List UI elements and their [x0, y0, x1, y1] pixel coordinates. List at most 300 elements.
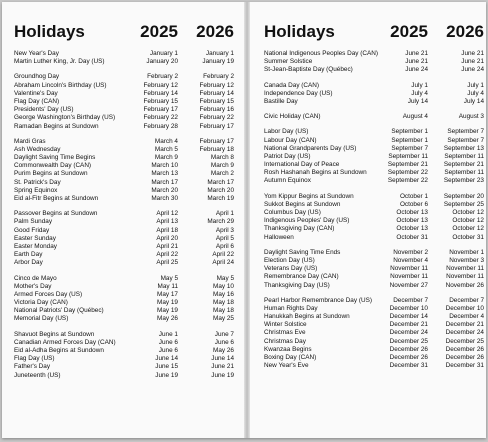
- left-page: [14, 22, 234, 387]
- holiday-row: [264, 128, 484, 136]
- date-2025: April 20: [156, 234, 178, 242]
- holiday-name: Armed Forces Day (US): [14, 290, 83, 298]
- date-2025: March 5: [154, 145, 178, 153]
- holiday-name: Labour Day (CAN): [264, 136, 317, 144]
- left-year-2026-heading: 2026: [196, 22, 234, 41]
- date-2026: April 3: [215, 226, 234, 234]
- holiday-name: Juneteenth (US): [14, 371, 61, 379]
- holiday-row: [14, 339, 234, 347]
- holiday-group: [14, 275, 234, 324]
- date-2026: July 14: [463, 97, 484, 105]
- date-2026: April 22: [212, 251, 234, 259]
- date-2025: June 21: [405, 58, 428, 66]
- date-2025: June 1: [158, 330, 178, 338]
- holiday-name: Eid al-Adha Begins at Sundown: [14, 347, 104, 354]
- date-2026: October 12: [452, 209, 484, 216]
- date-2025: September 21: [387, 161, 428, 169]
- date-2025: January 1: [149, 50, 178, 57]
- date-2026: October 31: [452, 233, 484, 241]
- holiday-name: Remembrance Day (CAN): [264, 273, 339, 281]
- left-holiday-list: [14, 50, 234, 380]
- date-2026: May 10: [213, 282, 234, 290]
- holiday-row: [14, 114, 234, 122]
- date-2025: December 7: [393, 296, 428, 304]
- date-2026: February 17: [199, 122, 234, 130]
- date-2026: February 16: [199, 106, 234, 114]
- holiday-name: National Grandparents Day (US): [264, 144, 357, 152]
- date-2026: March 9: [210, 162, 234, 170]
- date-2025: September 1: [391, 136, 428, 144]
- holiday-name: New Year's Day: [14, 50, 59, 57]
- holiday-row: [14, 251, 234, 259]
- date-2025: April 18: [156, 226, 178, 234]
- date-2025: May 11: [157, 282, 178, 290]
- date-2026: September 7: [447, 136, 484, 144]
- date-2025: October 13: [396, 209, 428, 216]
- date-2026: May 25: [213, 315, 234, 323]
- holiday-name: Sukkot Begins at Sundown: [264, 200, 341, 208]
- holiday-name: Martin Luther King, Jr. Day (US): [14, 58, 105, 66]
- right-page: [264, 22, 484, 377]
- holiday-name: Daylight Saving Time Begins: [14, 154, 96, 162]
- holiday-name: Mother's Day: [14, 282, 52, 290]
- holiday-name: Pearl Harbor Remembrance Day (US): [264, 296, 372, 304]
- date-2025: September 11: [388, 152, 428, 160]
- date-2026: February 15: [199, 97, 234, 105]
- date-2025: March 4: [154, 137, 178, 145]
- date-2026: September 13: [443, 144, 484, 152]
- holiday-name: Groundhog Day: [14, 73, 60, 81]
- date-2026: May 16: [213, 290, 234, 298]
- date-2025: April 12: [156, 210, 178, 218]
- holiday-name: Hanukkah Begins at Sundown: [264, 313, 350, 321]
- date-2025: April 21: [156, 242, 178, 250]
- date-2025: April 22: [156, 251, 178, 259]
- holiday-name: New Year's Eve: [264, 362, 309, 370]
- date-2026: December 24: [445, 329, 484, 337]
- holiday-row: [14, 123, 234, 131]
- holiday-row: [264, 282, 484, 290]
- date-2025: July 14: [407, 97, 428, 105]
- holiday-row: [264, 153, 484, 161]
- holiday-row: [14, 73, 234, 81]
- holiday-group: [14, 138, 234, 204]
- holiday-name: Ash Wednesday: [14, 145, 61, 153]
- date-2025: October 1: [399, 192, 428, 200]
- holiday-group: [14, 50, 234, 66]
- holiday-name: Cinco de Mayo: [14, 274, 57, 282]
- left-page-header: [14, 22, 234, 44]
- holiday-row: [264, 50, 484, 58]
- holiday-row: [264, 225, 484, 233]
- holiday-group: [264, 193, 484, 242]
- date-2026: September 20: [443, 192, 484, 200]
- date-2026: February 17: [199, 137, 234, 145]
- date-2026: May 18: [213, 299, 234, 307]
- date-2025: February 22: [143, 114, 178, 122]
- right-year-2025-heading: 2025: [390, 22, 428, 41]
- holiday-name: Kwanzaa Begins: [264, 345, 312, 353]
- date-2025: July 4: [411, 89, 428, 97]
- date-2026: April 1: [215, 210, 234, 218]
- date-2025: June 6: [158, 347, 178, 354]
- date-2025: December 14: [389, 313, 428, 321]
- date-2025: February 28: [143, 122, 178, 130]
- date-2026: December 10: [445, 304, 484, 312]
- holiday-row: [14, 187, 234, 195]
- holiday-name: Ramadan Begins at Sundown: [14, 122, 99, 130]
- date-2025: June 14: [155, 355, 178, 363]
- date-2026: December 25: [445, 337, 484, 345]
- holiday-name: St-Jean-Baptiste Day (Québec): [264, 66, 353, 74]
- holiday-name: Thanksgiving Day (CAN): [264, 225, 335, 233]
- date-2025: November 2: [393, 248, 428, 256]
- date-2026: April 24: [212, 259, 234, 267]
- holiday-group: [14, 331, 234, 380]
- holiday-row: [264, 58, 484, 66]
- right-holiday-list: [264, 50, 484, 370]
- date-2025: May 26: [157, 315, 178, 323]
- date-2025: March 20: [151, 186, 178, 194]
- holiday-name: Mardi Gras: [14, 137, 46, 145]
- holiday-row: [14, 50, 234, 58]
- date-2025: February 12: [143, 81, 178, 89]
- holiday-row: [264, 321, 484, 329]
- date-2026: October 12: [452, 225, 484, 233]
- date-2026: December 21: [445, 321, 484, 329]
- holiday-group: [264, 297, 484, 371]
- holiday-row: [264, 234, 484, 242]
- date-2025: September 22: [387, 177, 428, 185]
- holiday-name: Eid al-Fitr Begins at Sundown: [14, 195, 99, 202]
- date-2026: June 19: [211, 371, 234, 379]
- holiday-name: Spring Equinox: [14, 186, 58, 194]
- date-2026: September 11: [444, 152, 484, 160]
- holiday-name: Earth Day: [14, 251, 43, 259]
- holiday-row: [14, 259, 234, 267]
- date-2026: November 11: [446, 273, 484, 281]
- holiday-name: Boxing Day (CAN): [264, 354, 317, 361]
- date-2025: December 24: [389, 329, 428, 337]
- holiday-name: Purim Begins at Sundown: [14, 170, 88, 178]
- holiday-name: Abraham Lincoln's Birthday (US): [14, 81, 107, 89]
- date-2026: November 3: [449, 256, 484, 264]
- holiday-row: [264, 249, 484, 257]
- holiday-row: [14, 106, 234, 114]
- date-2025: March 30: [151, 195, 178, 202]
- date-2026: February 2: [203, 73, 234, 81]
- date-2025: May 17: [157, 290, 178, 298]
- holiday-row: [264, 82, 484, 90]
- date-2025: July 1: [411, 81, 428, 89]
- holiday-row: [264, 169, 484, 177]
- date-2025: November 11: [390, 265, 428, 273]
- holiday-name: Rosh Hashanah Begins at Sundown: [264, 169, 367, 177]
- date-2026: November 1: [449, 248, 484, 256]
- date-2026: June 21: [461, 50, 484, 57]
- date-2026: October 12: [452, 217, 484, 225]
- holiday-group: [264, 128, 484, 185]
- holiday-row: [14, 146, 234, 154]
- holiday-name: Valentine's Day: [14, 89, 58, 97]
- holiday-row: [264, 265, 484, 273]
- holiday-name: Veterans Day (US): [264, 265, 318, 273]
- date-2026: March 29: [207, 218, 234, 226]
- date-2026: March 8: [210, 154, 234, 162]
- holiday-name: Independence Day (US): [264, 89, 333, 97]
- holiday-row: [14, 154, 234, 162]
- date-2026: June 6: [214, 338, 234, 346]
- date-2025: September 7: [391, 144, 428, 152]
- date-2026: December 7: [449, 296, 484, 304]
- date-2025: October 13: [396, 217, 428, 225]
- date-2026: May 26: [213, 347, 234, 354]
- holiday-name: Commonwealth Day (CAN): [14, 162, 92, 170]
- holiday-row: [14, 372, 234, 380]
- holiday-row: [264, 161, 484, 169]
- holiday-name: Canada Day (CAN): [264, 81, 320, 89]
- date-2025: June 24: [405, 66, 428, 74]
- holiday-group: [14, 73, 234, 130]
- holiday-name: Winter Solstice: [264, 321, 307, 329]
- holiday-row: [264, 90, 484, 98]
- holiday-row: [14, 210, 234, 218]
- date-2025: December 26: [389, 345, 428, 353]
- holiday-name: Flag Day (US): [14, 355, 55, 363]
- holiday-name: Arbor Day: [14, 259, 43, 267]
- holiday-row: [264, 145, 484, 153]
- holiday-name: Father's Day: [14, 363, 51, 371]
- date-2025: December 25: [389, 337, 428, 345]
- date-2025: December 21: [389, 321, 428, 329]
- holiday-group: [264, 50, 484, 75]
- date-2026: November 26: [445, 281, 484, 289]
- date-2026: February 18: [199, 145, 234, 153]
- date-2025: August 4: [402, 113, 428, 121]
- holiday-row: [264, 338, 484, 346]
- holiday-row: [264, 217, 484, 225]
- holiday-name: Columbus Day (US): [264, 209, 321, 216]
- date-2026: March 20: [207, 186, 234, 194]
- date-2026: September 21: [443, 161, 484, 169]
- date-2025: January 20: [146, 58, 178, 66]
- right-page-title: Holidays: [264, 22, 335, 41]
- holiday-name: Labor Day (US): [264, 128, 309, 136]
- date-2025: February 15: [143, 97, 178, 105]
- holiday-row: [14, 307, 234, 315]
- holiday-name: Thanksgiving Day (US): [264, 281, 330, 289]
- date-2026: June 14: [211, 355, 234, 363]
- date-2026: March 19: [207, 195, 234, 202]
- date-2026: September 25: [443, 200, 484, 208]
- holiday-row: [14, 291, 234, 299]
- holiday-name: Halloween: [264, 233, 294, 241]
- date-2025: April 13: [156, 218, 178, 226]
- date-2025: March 13: [151, 170, 178, 178]
- left-page-title: Holidays: [14, 22, 85, 41]
- holiday-row: [14, 235, 234, 243]
- date-2026: December 4: [449, 313, 484, 321]
- holiday-row: [14, 82, 234, 90]
- holiday-name: Passover Begins at Sundown: [14, 210, 98, 218]
- holiday-row: [14, 227, 234, 235]
- holiday-row: [264, 137, 484, 145]
- holiday-group: [264, 113, 484, 121]
- date-2026: February 14: [199, 89, 234, 97]
- right-year-2026-heading: 2026: [446, 22, 484, 41]
- holiday-row: [264, 177, 484, 185]
- holiday-row: [14, 98, 234, 106]
- holiday-row: [14, 283, 234, 291]
- date-2026: June 21: [211, 363, 234, 371]
- holiday-row: [264, 201, 484, 209]
- holiday-name: Easter Sunday: [14, 234, 56, 242]
- holiday-row: [264, 257, 484, 265]
- holiday-name: Bastille Day: [264, 97, 298, 105]
- holiday-row: [14, 275, 234, 283]
- holiday-row: [264, 193, 484, 201]
- holiday-row: [14, 347, 234, 355]
- date-2025: June 19: [155, 371, 178, 379]
- holiday-name: George Washington's Birthday (US): [14, 114, 116, 122]
- date-2025: February 14: [143, 89, 178, 97]
- date-2026: February 12: [199, 81, 234, 89]
- holiday-name: Canadian Armed Forces Day (CAN): [14, 338, 116, 346]
- holiday-row: [14, 363, 234, 371]
- holiday-row: [14, 331, 234, 339]
- holiday-row: [264, 113, 484, 121]
- date-2026: April 5: [215, 234, 234, 242]
- date-2025: November 4: [393, 256, 428, 264]
- date-2026: January 19: [202, 58, 234, 66]
- holiday-row: [14, 315, 234, 323]
- book-gutter: [244, 2, 250, 438]
- holiday-name: Patriot Day (US): [264, 152, 311, 160]
- date-2025: April 25: [156, 259, 178, 267]
- date-2025: October 13: [396, 225, 428, 233]
- holiday-row: [14, 355, 234, 363]
- holiday-row: [14, 243, 234, 251]
- holiday-row: [14, 218, 234, 226]
- holiday-row: [14, 90, 234, 98]
- holiday-group: [264, 82, 484, 107]
- holiday-name: Summer Solstice: [264, 58, 313, 66]
- holiday-name: Civic Holiday (CAN): [264, 113, 321, 121]
- holiday-name: Christmas Eve: [264, 329, 306, 337]
- date-2026: September 11: [444, 169, 484, 177]
- holiday-row: [264, 362, 484, 370]
- date-2026: July 4: [467, 89, 484, 97]
- planner-spread: [2, 2, 486, 438]
- holiday-row: [264, 313, 484, 321]
- date-2025: September 22: [387, 169, 428, 177]
- date-2026: June 21: [461, 58, 484, 66]
- holiday-group: [14, 210, 234, 267]
- date-2025: May 19: [157, 299, 178, 307]
- date-2025: February 2: [147, 73, 178, 81]
- holiday-name: Christmas Day: [264, 337, 306, 345]
- holiday-name: National Indigenous Peoples Day (CAN): [264, 50, 379, 57]
- holiday-row: [264, 346, 484, 354]
- holiday-row: [264, 297, 484, 305]
- holiday-row: [264, 354, 484, 362]
- holiday-name: Presidents' Day (US): [14, 106, 74, 114]
- holiday-row: [264, 209, 484, 217]
- holiday-name: Autumn Equinox: [264, 177, 311, 185]
- date-2026: July 1: [467, 81, 484, 89]
- holiday-name: Shavuot Begins at Sundown: [14, 330, 95, 338]
- date-2026: August 3: [458, 113, 484, 121]
- date-2026: May 5: [216, 274, 234, 282]
- holiday-row: [14, 138, 234, 146]
- date-2025: October 6: [399, 200, 428, 208]
- holiday-name: Palm Sunday: [14, 218, 53, 226]
- holiday-row: [264, 305, 484, 313]
- date-2026: April 6: [215, 242, 234, 250]
- date-2026: September 7: [447, 128, 484, 136]
- holiday-row: [264, 66, 484, 74]
- holiday-name: St. Patrick's Day: [14, 178, 61, 186]
- holiday-row: [14, 58, 234, 66]
- right-page-header: [264, 22, 484, 44]
- holiday-name: Human Rights Day: [264, 304, 318, 312]
- date-2026: December 31: [445, 362, 484, 370]
- holiday-row: [14, 195, 234, 203]
- holiday-name: Daylight Saving Time Ends: [264, 248, 341, 256]
- holiday-row: [14, 179, 234, 187]
- holiday-row: [264, 273, 484, 281]
- date-2026: March 2: [210, 170, 234, 178]
- date-2025: December 26: [389, 354, 428, 361]
- date-2025: May 5: [160, 274, 178, 282]
- date-2026: November 11: [446, 265, 484, 273]
- holiday-name: Victoria Day (CAN): [14, 299, 68, 307]
- date-2026: September 23: [443, 177, 484, 185]
- date-2026: December 26: [445, 345, 484, 353]
- holiday-row: [14, 170, 234, 178]
- holiday-name: Easter Monday: [14, 242, 57, 250]
- holiday-name: Election Day (US): [264, 256, 315, 264]
- holiday-name: Yom Kippur Begins at Sundown: [264, 192, 354, 200]
- holiday-row: [14, 162, 234, 170]
- date-2026: June 7: [214, 330, 234, 338]
- date-2026: March 17: [207, 178, 234, 186]
- holiday-row: [264, 98, 484, 106]
- holiday-row: [264, 329, 484, 337]
- left-year-2025-heading: 2025: [140, 22, 178, 41]
- date-2025: September 1: [391, 128, 428, 136]
- date-2026: May 18: [213, 307, 234, 315]
- holiday-row: [14, 299, 234, 307]
- date-2026: June 24: [461, 66, 484, 74]
- holiday-name: International Day of Peace: [264, 161, 340, 169]
- date-2026: February 22: [199, 114, 234, 122]
- date-2025: November 27: [389, 281, 428, 289]
- date-2025: February 17: [143, 106, 178, 114]
- date-2025: March 9: [154, 154, 178, 162]
- holiday-name: Memorial Day (US): [14, 315, 69, 323]
- date-2025: June 21: [405, 50, 428, 57]
- date-2025: December 10: [389, 304, 428, 312]
- date-2025: December 31: [389, 362, 428, 370]
- date-2025: May 19: [157, 307, 178, 315]
- date-2026: January 1: [205, 50, 234, 57]
- date-2025: November 11: [390, 273, 428, 281]
- holiday-name: Indigenous Peoples' Day (US): [264, 217, 350, 225]
- holiday-group: [264, 249, 484, 290]
- holiday-name: Flag Day (CAN): [14, 97, 60, 105]
- date-2025: March 17: [151, 178, 178, 186]
